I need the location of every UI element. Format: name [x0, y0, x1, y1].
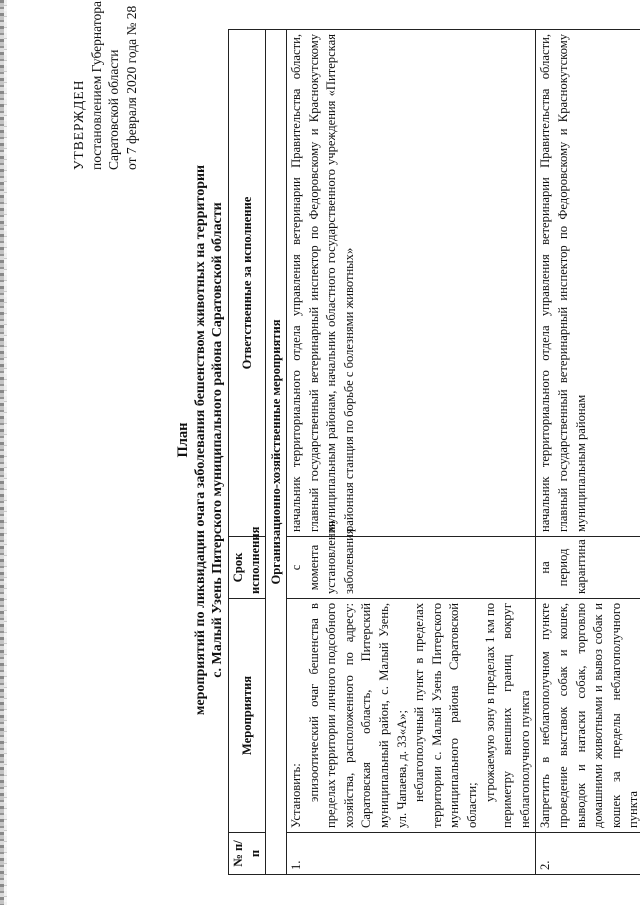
header-responsible: Ответственные за исполнение — [229, 30, 266, 537]
row-number: 2. — [536, 833, 640, 875]
header-term: Срок исполнения — [229, 537, 266, 599]
row-term: с момента установления заболевания — [287, 537, 536, 599]
header-num: № п/п — [229, 833, 266, 875]
document-title — [175, 35, 226, 845]
table-row — [536, 30, 640, 875]
approval-line-1: постановлением Губернатора — [88, 1, 104, 170]
activity-intro: Установить: — [289, 763, 303, 828]
title-line-1: План — [175, 422, 191, 458]
row-activity — [287, 599, 536, 833]
approval-line-2: Саратовской области — [106, 49, 121, 170]
header-activity: Мероприятия — [229, 599, 266, 833]
activity-paragraph: неблагополучный пункт в пределах территории с. Малый Узень Питерского муниципального района Саратовской области; — [412, 603, 479, 828]
section-row — [266, 30, 287, 875]
approval-heading: УТВЕРЖДЕН — [71, 79, 86, 170]
approval-stamp — [70, 0, 140, 170]
section-title: Организационно-хозяйственные мероприятия — [266, 30, 287, 875]
table-row — [287, 30, 536, 875]
title-line-3: с. Малый Узень Питерского муниципального района Саратовской области — [210, 202, 225, 678]
activity-paragraph: эпизоотический очаг бешенства в пределах территории личного подсобного хозяйства, расположенного по адресу: Саратовская область, Питерский муниципальный район, с. Малый Узень, ул. Чапаева, д. 33«А»; — [306, 602, 409, 828]
row-responsible: начальник территориального отдела управления ветеринарии Правительства области, главный государственный ветеринарный инспектор по Федоровскому и Краснокутскому муниципальным районам, начальник областного государственного учреждения «Питерская районная станция по борьбе с болезнями животных» — [287, 30, 536, 537]
plan-table — [228, 29, 640, 875]
row-responsible: начальник территориального отдела управления ветеринарии Правительства области, главный государственный ветеринарный инспектор по Федоровскому и Краснокутскому муниципальным районам — [536, 30, 640, 537]
title-line-2: мероприятий по ликвидации очага заболевания бешенством животных на территории — [193, 164, 208, 716]
row-activity: Запретить в неблагополучном пункте проведение выставок собак и кошек, выводок и натаски собак, торговлю домашними животными и вывоз собак и кошек за пределы неблагополучного пункта — [536, 599, 640, 833]
activity-paragraph: угрожаемую зону в пределах 1 км по периметру внешних границ вокруг неблагополучного пункта — [482, 603, 532, 828]
row-term: на период карантина — [536, 537, 640, 599]
table-header-row — [229, 30, 266, 875]
approval-line-3: от 7 февраля 2020 года № 28 — [123, 5, 139, 170]
row-number: 1. — [287, 833, 536, 875]
